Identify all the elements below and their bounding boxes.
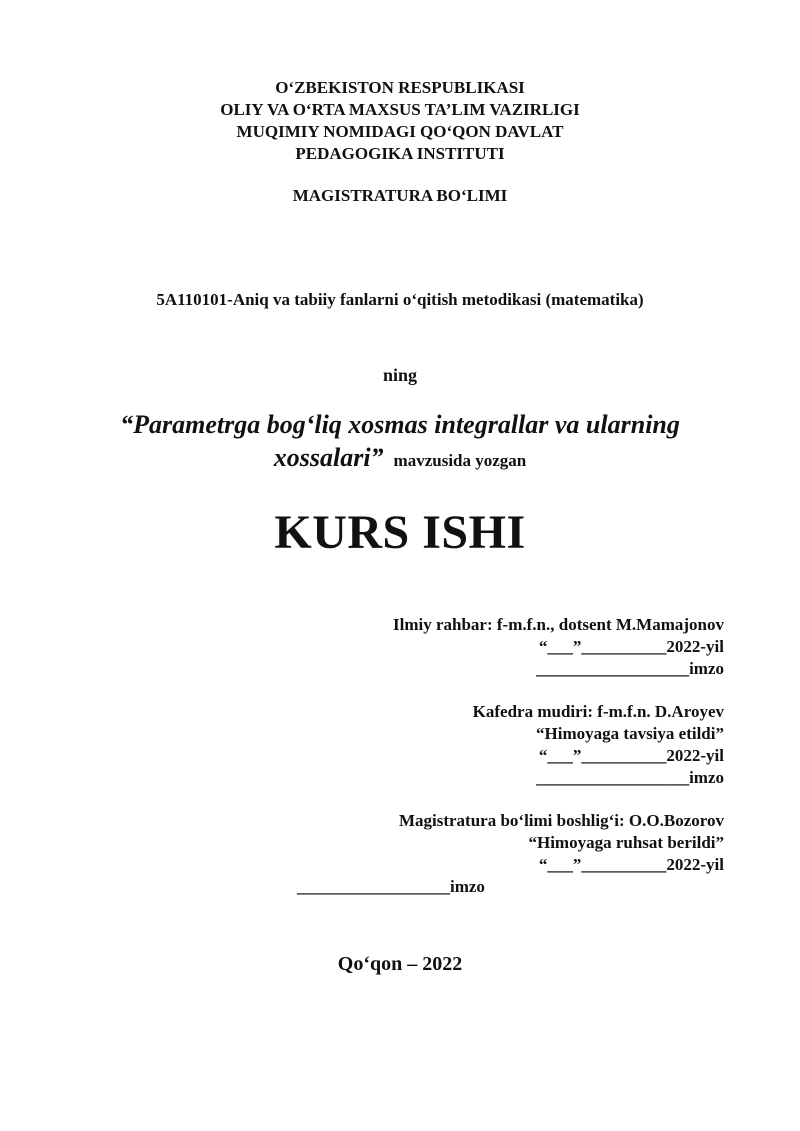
chair-date: “___”__________2022-yil (538, 746, 724, 765)
ministry-country: O‘ZBEKISTON RESPUBLIKASI (275, 78, 525, 97)
master-permission: “Himoyaga ruhsat berildi” (528, 833, 724, 852)
ministry-name: OLIY VA O‘RTA MAXSUS TA’LIM VAZIRLIGI (220, 100, 580, 119)
chair-signature: __________________imzo (536, 768, 724, 787)
theme-title-line1: “Parametrga bog‘liq xosmas integrallar va ularning (120, 410, 680, 439)
master-date: “___”__________2022-yil (538, 855, 724, 874)
institute-type: PEDAGOGIKA INSTITUTI (295, 144, 505, 163)
genitive-suffix: ning (382, 365, 418, 385)
specialty-line: 5A110101-Aniq va tabiiy fanlarni o‘qitish metodikasi (matematika) (156, 290, 644, 309)
master-signature: __________________imzo (297, 877, 485, 896)
chair-head-label: Kafedra mudiri: f-m.f.n. D.Aroyev (472, 702, 724, 721)
chair-recommendation: “Himoyaga tavsiya etildi” (536, 724, 724, 743)
department-title: MAGISTRATURA BO‘LIMI (292, 186, 508, 205)
advisor-label: Ilmiy rahbar: f-m.f.n., dotsent M.Mamajonov (393, 615, 724, 634)
master-head-label: Magistratura bo‘limi boshlig‘i: O.O.Bozorov (398, 811, 724, 830)
city-year: Qo‘qon – 2022 (337, 953, 463, 975)
document-type-title: KURS ISHI (274, 506, 526, 559)
theme-title-line2-text: xossalari” (273, 443, 384, 472)
institute-name: MUQIMIY NOMIDAGI QO‘QON DAVLAT (236, 122, 564, 141)
theme-title-line2 (0, 443, 800, 473)
advisor-date: “___”__________2022-yil (538, 637, 724, 656)
advisor-signature: __________________imzo (536, 659, 724, 678)
theme-suffix: mavzusida yozgan (393, 451, 527, 470)
